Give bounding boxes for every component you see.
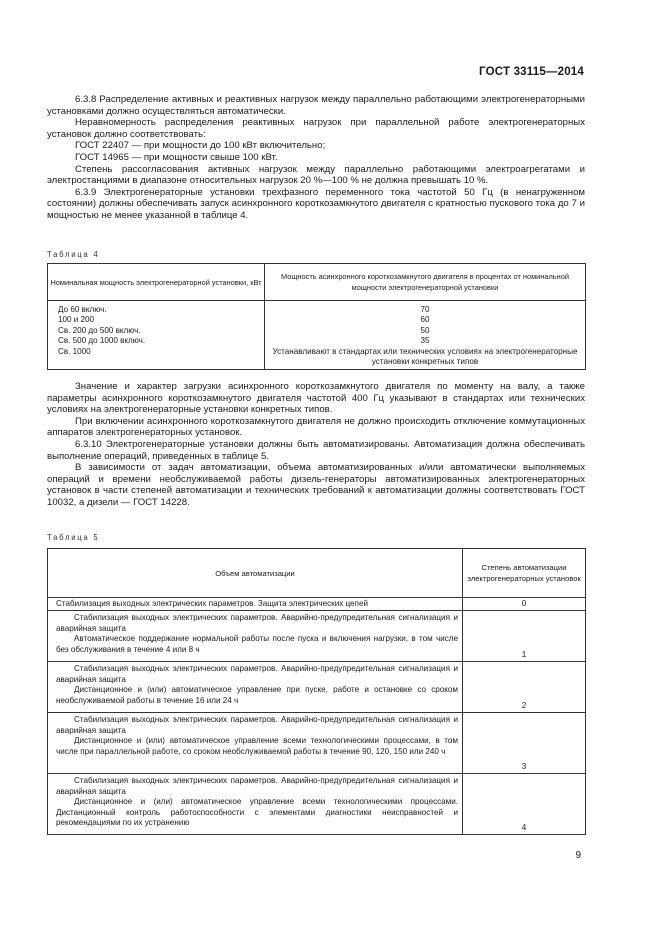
power-range: Св. 1000 bbox=[58, 346, 91, 356]
scope-line: Дистанционное и (или) автоматическое управление всеми технологическими процессами, в том числе при параллельной работе, со сроком необслуживаемой работы в течение 90, 120, 150 или 240 ч bbox=[56, 736, 458, 756]
document-code: ГОСТ 33115—2014 bbox=[479, 66, 584, 78]
table-5 bbox=[47, 548, 586, 835]
column-header: Степень автоматизации электрогенераторных установок bbox=[463, 549, 586, 598]
power-range-cell bbox=[48, 301, 265, 370]
paragraph: В зависимости от задач автоматизации, объема автоматизированных и/или автоматически выполняемых операций и времени необслуживаемой работы дизель-генераторы автоматизированных электрогенераторных установок в части степеней автоматизации и технических требований к автоматизации должны соответствовать ГОСТ 10032, а дизели — ГОСТ 14228. bbox=[47, 462, 585, 508]
automation-scope-cell bbox=[48, 611, 463, 662]
table-4-caption: Таблица 4 bbox=[47, 250, 100, 259]
automation-scope-cell bbox=[48, 713, 463, 774]
paragraph: Значение и характер загрузки асинхронного короткозамкнутого двигателя по моменту на валу, а также параметры асинхронного короткозамкнутого двигателя частотой 400 Гц указывают в стандартах или технических условиях на электрогенераторные установки конкретных типов. bbox=[47, 381, 585, 416]
paragraph: 6.3.8 Распределение активных и реактивных нагрузок между параллельно работающими электрогенераторными установками должно осуществляться автоматически. bbox=[47, 94, 585, 117]
automation-degree: 1 bbox=[463, 611, 586, 662]
section-6-3-10-text bbox=[47, 381, 585, 509]
scope-line: Стабилизация выходных электрических параметров. Защита электрических цепей bbox=[56, 599, 368, 608]
motor-power-percent: 35 bbox=[420, 336, 430, 346]
table-row bbox=[48, 774, 586, 835]
motor-power-note: Устанавливают в стандартах или технических условиях на электрогенераторные установки конкретных типов bbox=[272, 346, 578, 367]
motor-power-percent: 50 bbox=[420, 325, 430, 335]
page-number: 9 bbox=[575, 850, 581, 861]
column-header: Объем автоматизации bbox=[48, 549, 463, 598]
table-4 bbox=[47, 263, 586, 370]
table-row bbox=[48, 713, 586, 774]
table-row bbox=[48, 662, 586, 713]
scope-line: Стабилизация выходных электрических параметров. Аварийно-предупредительная сигнализация и аварийная защита bbox=[56, 613, 458, 633]
scope-line: Стабилизация выходных электрических параметров. Аварийно-предупредительная сигнализация и аварийная защита bbox=[56, 664, 458, 684]
motor-power-percent: 70 bbox=[420, 305, 430, 314]
paragraph: При включении асинхронного короткозамкнутого двигателя не должно происходить отключение коммутационных аппаратов электрогенераторных установок. bbox=[47, 415, 585, 439]
paragraph: ГОСТ 14965 — при мощности свыше 100 кВт. bbox=[75, 151, 278, 163]
scope-line: Стабилизация выходных электрических параметров. Аварийно-предупредительная сигнализация и аварийная защита bbox=[56, 715, 458, 735]
automation-degree: 4 bbox=[463, 774, 586, 835]
column-header: Мощность асинхронного короткозамкнутого двигателя в процентах от номинальной мощности электрогенераторной установки bbox=[265, 264, 586, 301]
power-range: До 60 включ. bbox=[58, 305, 107, 314]
automation-degree: 3 bbox=[463, 713, 586, 774]
paragraph: ГОСТ 22407 — при мощности до 100 кВт включительно; bbox=[75, 140, 326, 152]
power-range: Св. 500 до 1000 включ. bbox=[58, 336, 146, 346]
table-header-row bbox=[48, 264, 586, 301]
motor-power-cell bbox=[265, 301, 586, 370]
table-row bbox=[48, 301, 586, 370]
column-header: Номинальная мощность электрогенераторной установки, кВт bbox=[48, 264, 265, 301]
automation-scope-cell bbox=[48, 598, 463, 611]
section-6-3-8-text bbox=[47, 94, 585, 222]
power-range: 100 и 200 bbox=[58, 315, 95, 325]
paragraph: Неравномерность распределения реактивных нагрузок при параллельной работе электрогенераторных установок должно соответствовать: bbox=[47, 117, 585, 140]
paragraph: Степень рассогласования активных нагрузок между параллельно работающими электроагрегатами и электростанциями в диапазоне относительных нагрузок 20 %—100 % не должна превышать 10 %. bbox=[47, 163, 585, 187]
table-row bbox=[48, 611, 586, 662]
automation-scope-cell bbox=[48, 662, 463, 713]
scope-line: Дистанционное и (или) автоматическое управление при пуске, работе и остановке со сроком необслуживаемой работы в течение 16 или 24 ч bbox=[56, 685, 458, 705]
paragraph: 6.3.9 Электрогенераторные установки трехфазного переменного тока частотой 50 Гц (в ненагруженном состоянии) должны обеспечивать запуск асинхронного короткозамкнутого двигателя с кратностью пускового тока до 7 и мощностью не менее указанной в таблице 4. bbox=[47, 186, 585, 221]
table-5-caption: Таблица 5 bbox=[47, 533, 100, 542]
table-row bbox=[48, 598, 586, 611]
automation-scope-cell bbox=[48, 774, 463, 835]
automation-degree: 2 bbox=[463, 662, 586, 713]
paragraph: 6.3.10 Электрогенераторные установки должны быть автоматизированы. Автоматизация должна обеспечивать выполнение операций, приведенных в таблице 5. bbox=[47, 438, 585, 462]
power-range: Св. 200 до 500 включ. bbox=[58, 325, 141, 335]
automation-degree: 0 bbox=[463, 598, 586, 611]
scope-line: Дистанционное и (или) автоматическое управление всеми технологическими процессами. Дистанционный контроль работоспособности с элементами диагностики неисправностей и рекомендациями по их устранению bbox=[56, 797, 458, 828]
motor-power-percent: 60 bbox=[420, 315, 430, 325]
scope-line: Стабилизация выходных электрических параметров. Аварийно-предупредительная сигнализация и аварийная защита bbox=[56, 776, 458, 796]
scope-line: Автоматическое поддержание нормальной работы после пуска и включения нагрузки, в том числе без обслуживания в течение 4 или 8 ч bbox=[56, 634, 458, 654]
table-header-row bbox=[48, 549, 586, 598]
